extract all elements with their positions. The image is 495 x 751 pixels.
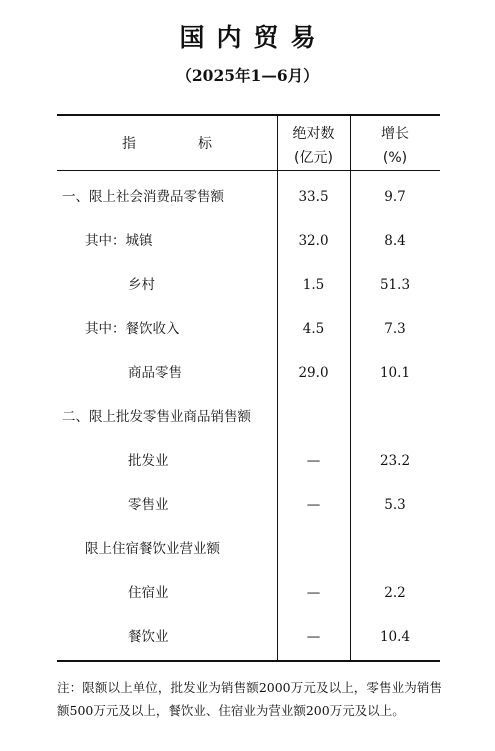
row-growth-value: 8.4 [384, 233, 406, 249]
table-row [57, 490, 440, 520]
row-label: 二、限上批发零售业商品销售额 [62, 409, 251, 425]
header-growth-line1: 增长 [381, 126, 409, 142]
table-top-rule [57, 114, 440, 116]
table-row [57, 622, 440, 652]
row-absolute-value: 32.0 [298, 233, 329, 249]
table-bottom-rule [57, 660, 440, 662]
row-growth-value: 23.2 [379, 453, 411, 469]
row-label: 零售业 [128, 497, 169, 513]
row-label: 乡村 [128, 277, 155, 293]
row-label: 商品零售 [128, 365, 182, 381]
row-growth-value: 7.3 [384, 321, 406, 337]
row-label: 批发业 [128, 453, 169, 469]
row-growth-value: 10.4 [379, 629, 411, 645]
table-row [57, 358, 440, 388]
row-absolute-value: — [306, 497, 321, 513]
table-row [57, 314, 440, 344]
header-indicator: 指 标 [122, 136, 236, 152]
table-row [57, 402, 440, 432]
table-row [57, 534, 440, 564]
row-label: 其中：城镇 [85, 233, 153, 249]
row-growth-value: 2.2 [384, 585, 406, 601]
page-subtitle: （2025年1—6月） [176, 66, 319, 85]
row-growth-value: 51.3 [379, 277, 411, 293]
header-absolute [277, 122, 350, 170]
table-row [57, 270, 440, 300]
table-row [57, 446, 440, 476]
header-absolute-line1: 绝对数 [292, 126, 335, 142]
table-row [57, 182, 440, 212]
header-growth [350, 122, 440, 170]
row-label: 住宿业 [128, 585, 169, 601]
row-label: 餐饮业 [128, 629, 169, 645]
footnote: 注：限额以上单位，批发业为销售额2000万元及以上，零售业为销售额500万元及以上，餐饮业、住宿业为营业额200万元及以上。 [57, 680, 442, 718]
header-growth-line2: (%) [382, 150, 408, 166]
row-absolute-value: 29.0 [298, 365, 329, 381]
table-row [57, 226, 440, 256]
row-growth-value: 5.3 [384, 497, 406, 513]
table-row [57, 578, 440, 608]
row-absolute-value: 1.5 [302, 277, 325, 293]
row-absolute-value: — [306, 453, 321, 469]
table-header-rule [57, 170, 440, 171]
row-absolute-value: 33.5 [298, 189, 329, 205]
page-title: 国内贸易 [179, 23, 328, 52]
row-absolute-value: 4.5 [302, 321, 325, 337]
row-absolute-value: — [306, 585, 321, 601]
row-label: 其中：餐饮收入 [85, 321, 180, 337]
row-growth-value: 9.7 [384, 189, 406, 205]
header-absolute-line2: (亿元) [294, 150, 333, 166]
row-growth-value: 10.1 [379, 365, 411, 381]
row-label: 限上住宿餐饮业营业额 [85, 541, 220, 557]
row-label: 一、限上社会消费品零售额 [62, 189, 224, 205]
row-absolute-value: — [306, 629, 321, 645]
